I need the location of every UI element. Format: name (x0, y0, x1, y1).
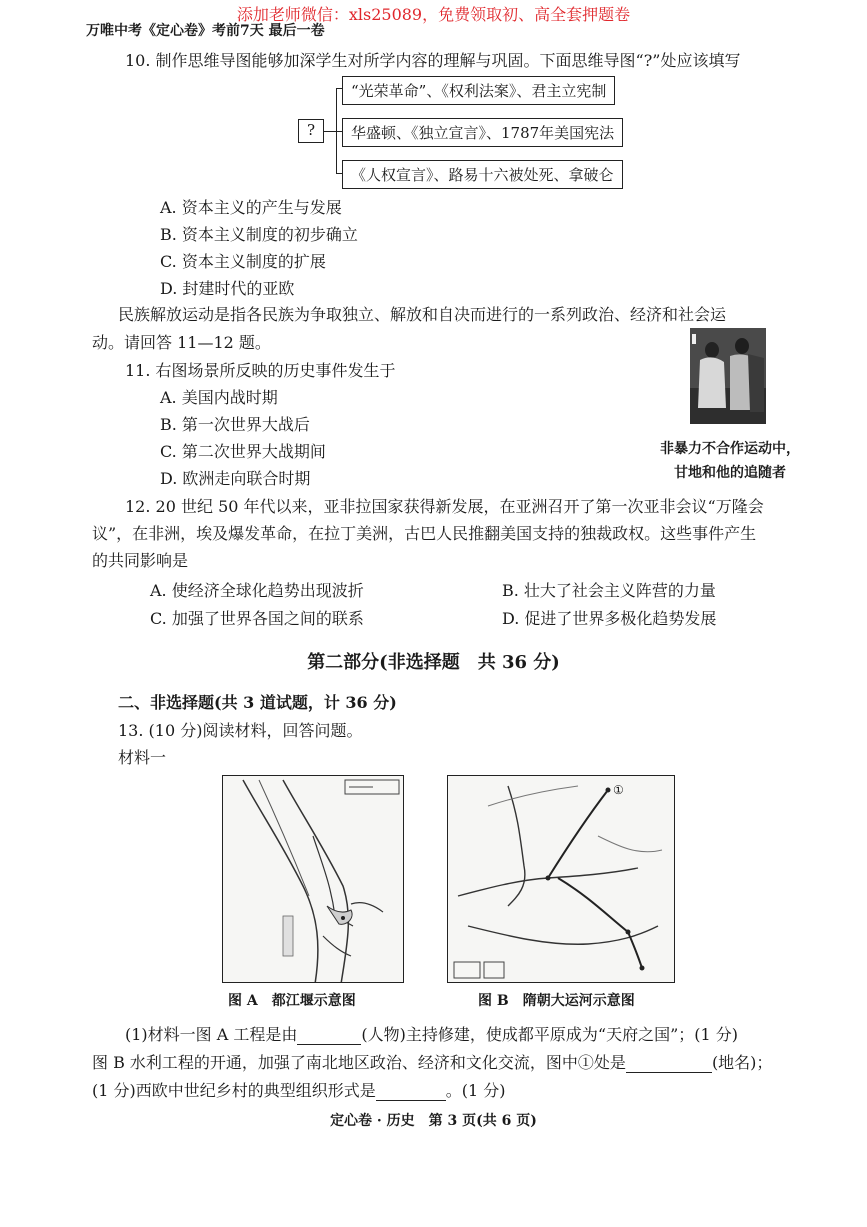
q12-option-d[interactable]: D. 促进了世界多极化趋势发展 (502, 609, 717, 628)
q11-option-c[interactable]: C. 第二次世界大战期间 (160, 442, 326, 461)
gandhi-photo-graphic (690, 328, 766, 424)
q13-line-1 (125, 1022, 738, 1045)
q10-option-a[interactable]: A. 资本主义的产生与发展 (160, 198, 342, 217)
q11-option-d[interactable]: D. 欧洲走向联合时期 (160, 469, 311, 488)
q12-option-c[interactable]: C. 加强了世界各国之间的联系 (150, 609, 364, 628)
q13-line-1-part-b: (人物)主持修建，使成都平原成为“天府之国”；(1 分) (361, 1025, 739, 1044)
photo-caption-line-2: 甘地和他的追随者 (674, 465, 786, 481)
promo-banner: 添加老师微信：xls25089，免费领取初、高全套押题卷 (236, 5, 631, 24)
mindmap-question-box: ? (298, 119, 324, 143)
mindmap-connector (324, 131, 336, 132)
map-b-sui-grand-canal (447, 775, 675, 983)
q11-stem: 11. 右图场景所反映的历史事件发生于 (125, 361, 396, 380)
map-a-graphic (223, 776, 404, 983)
q12-option-b[interactable]: B. 壮大了社会主义阵营的力量 (502, 581, 716, 600)
intro-line-2: 动。请回答 11—12 题。 (92, 333, 271, 352)
q11-option-b[interactable]: B. 第一次世界大战后 (160, 415, 310, 434)
q12-line-2: 议”，在非洲，埃及爆发革命，在拉丁美洲，古巴人民推翻美国支持的独裁政权。这些事件产生 (92, 524, 757, 543)
gandhi-photo (690, 328, 766, 424)
q13-line-3-part-b: 。(1 分) (445, 1081, 506, 1100)
mindmap-box-2: 华盛顿、《独立宣言》、1787年美国宪法 (342, 118, 623, 147)
part2-section-heading: 二、非选择题(共 3 道试题，计 36 分) (118, 693, 397, 712)
q13-line-3-part-a: (1 分)西欧中世纪乡村的典型组织形式是 (92, 1081, 376, 1100)
q13-line-3 (92, 1078, 506, 1101)
q10-option-d[interactable]: D. 封建时代的亚欧 (160, 279, 295, 298)
map-b-graphic (448, 776, 675, 983)
answer-blank-person[interactable] (297, 1027, 361, 1045)
map-a-dujiangyan (222, 775, 404, 983)
map-a-caption: 图 A 都江堰示意图 (228, 993, 356, 1009)
q11-option-a[interactable]: A. 美国内战时期 (160, 388, 278, 407)
q13-line-2-part-b: (地名)； (711, 1053, 773, 1072)
q13-stem: 13. (10 分)阅读材料，回答问题。 (118, 721, 363, 740)
q13-line-2 (92, 1050, 772, 1073)
intro-line-1: 民族解放运动是指各民族为争取独立、解放和自决而进行的一系列政治、经济和社会运 (118, 305, 727, 324)
q12-line-1: 12. 20 世纪 50 年代以来，亚非拉国家获得新发展，在亚洲召开了第一次亚非会议“万隆会 (125, 497, 764, 516)
q13-line-1-part-a: (1)材料一图 A 工程是由 (125, 1025, 298, 1044)
map-b-mark-1: ① (613, 783, 624, 797)
page-footer: 定心卷 · 历史 第 3 页(共 6 页) (330, 1113, 537, 1129)
q10-option-c[interactable]: C. 资本主义制度的扩展 (160, 252, 326, 271)
mindmap-box-3: 《人权宣言》、路易十六被处死、拿破仑 (342, 160, 623, 189)
answer-blank-place[interactable] (626, 1055, 712, 1073)
q12-option-a[interactable]: A. 使经济全球化趋势出现波折 (150, 581, 364, 600)
part2-title: 第二部分(非选择题 共 36 分) (307, 652, 560, 673)
photo-caption-line-1: 非暴力不合作运动中， (660, 441, 800, 457)
page-header: 万唯中考《定心卷》考前7天 最后一卷 (86, 23, 325, 39)
q13-line-2-part-a: 图 B 水利工程的开通，加强了南北地区政治、经济和文化交流，图中①处是 (92, 1053, 626, 1072)
mindmap-box-1: “光荣革命”、《权利法案》、君主立宪制 (342, 76, 615, 105)
q10-option-b[interactable]: B. 资本主义制度的初步确立 (160, 225, 358, 244)
material-one-label: 材料一 (118, 748, 167, 767)
q10-stem: 10. 制作思维导图能够加深学生对所学内容的理解与巩固。下面思维导图“?”处应该填写 (125, 51, 741, 70)
answer-blank-organization[interactable] (376, 1083, 446, 1101)
map-b-caption: 图 B 隋朝大运河示意图 (478, 993, 635, 1009)
q12-line-3: 的共同影响是 (92, 551, 189, 570)
